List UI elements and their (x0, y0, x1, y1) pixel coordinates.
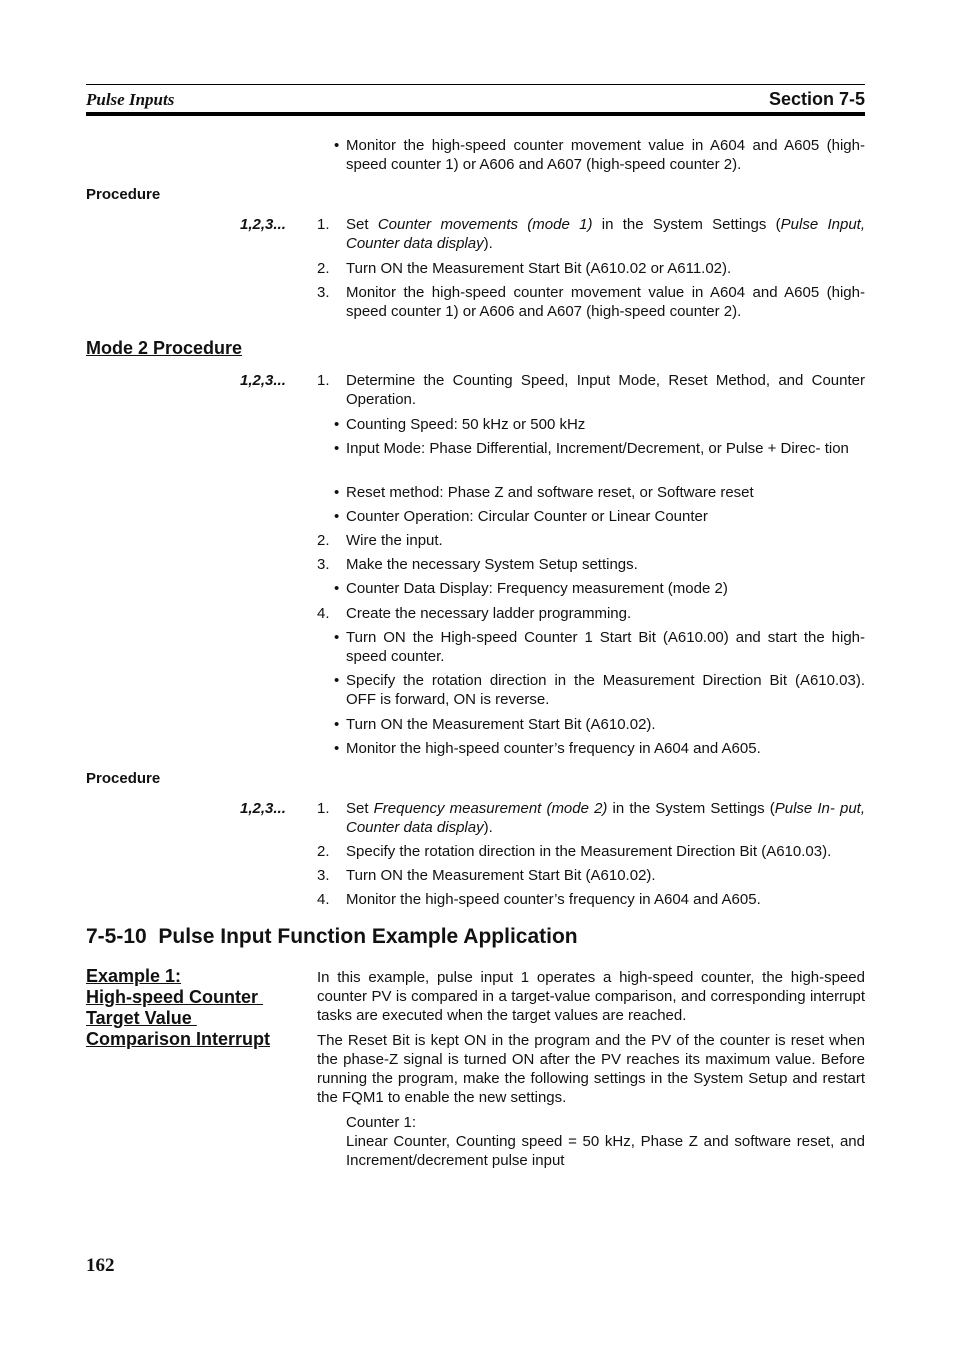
step-number: 3. (317, 284, 330, 301)
bullet-icon: • (334, 740, 340, 757)
step-text: Monitor the high-speed counter’s frequency in A604 and A605. (346, 891, 761, 908)
example-heading-line: High-speed Counter (86, 987, 264, 1007)
example-heading (86, 966, 306, 1050)
step-text: Set Counter movements (mode 1) in the System Settings (Pulse Input, Counter data display). (346, 216, 866, 252)
bullet-icon: • (334, 716, 340, 733)
bullet-icon: • (334, 484, 340, 501)
step-text: Create the necessary ladder programming. (346, 605, 632, 622)
bullet-icon: • (334, 672, 340, 689)
step-text: Turn ON the Measurement Start Bit (A610.02). (346, 867, 656, 884)
step-text: Turn ON the Measurement Start Bit (A610.02 or A611.02). (346, 260, 732, 277)
bullet-text: Counting Speed: 50 kHz or 500 kHz (346, 416, 586, 433)
step-text: Make the necessary System Setup settings. (346, 556, 638, 573)
example-heading-line: Example 1: (86, 966, 182, 986)
counter-settings: Linear Counter, Counting speed = 50 kHz, Phase Z and software reset, and Increment/decrement pulse input (346, 1133, 865, 1169)
bullet-text: Input Mode: Phase Differential, Increment/Decrement, or Pulse + Direc- tion (346, 440, 849, 457)
step-number: 1. (317, 372, 330, 389)
step-number: 4. (317, 605, 330, 622)
bullet-text: Specify the rotation direction in the Measurement Direction Bit (A610.03). OFF is forward, ON is reverse. (346, 672, 865, 708)
bullet-text: Monitor the high-speed counter movement value in A604 and A605 (high-speed counter 1) or A606 and A607 (high-speed counter 2). (346, 137, 865, 173)
step-number: 3. (317, 867, 330, 884)
bullet-text: Turn ON the High-speed Counter 1 Start Bit (A610.00) and start the high-speed counter. (346, 629, 865, 665)
header-section-label: Section 7-5 (768, 89, 865, 109)
step-marker: 1,2,3... (240, 372, 286, 389)
step-number: 3. (317, 556, 330, 573)
step-number: 4. (317, 891, 330, 908)
example-heading-line: Comparison Interrupt (86, 1029, 271, 1049)
bullet-text: Turn ON the Measurement Start Bit (A610.02). (346, 716, 656, 733)
bullet-text: Counter Data Display: Frequency measurement (mode 2) (346, 580, 728, 597)
bullet-icon: • (334, 137, 340, 154)
step-text: Specify the rotation direction in the Measurement Direction Bit (A610.03). (346, 843, 832, 860)
procedure-heading: Procedure (86, 186, 161, 203)
step-number: 2. (317, 843, 330, 860)
step-marker: 1,2,3... (240, 216, 286, 233)
bullet-text: Reset method: Phase Z and software reset, or Software reset (346, 484, 754, 501)
bullet-icon: • (334, 440, 340, 457)
bullet-icon: • (334, 580, 340, 597)
step-text: Monitor the high-speed counter movement value in A604 and A605 (high-speed counter 1) or A606 and A607 (high-speed counter 2). (346, 284, 865, 320)
counter-label: Counter 1: (346, 1114, 417, 1131)
example-paragraph: The Reset Bit is kept ON in the program and the PV of the counter is reset when the phase-Z signal is turned ON after the PV reaches its maximum value. Before running the program, make the following settings in the System Setup and restart the FQM1 to enable the new settings. (317, 1032, 865, 1106)
header-top-rule (86, 84, 865, 85)
bullet-icon: • (334, 629, 340, 646)
bullet-icon: • (334, 508, 340, 525)
mode2-heading: Mode 2 Procedure (86, 338, 243, 358)
step-number: 2. (317, 260, 330, 277)
step-text: Set Frequency measurement (mode 2) in the System Settings (Pulse In- put, Counter data display). (346, 800, 866, 836)
step-text: Wire the input. (346, 532, 443, 549)
page-number: 162 (86, 1255, 115, 1276)
header-bottom-rule (86, 112, 865, 116)
example-heading-line: Target Value (86, 1008, 197, 1028)
bullet-text: Monitor the high-speed counter’s frequency in A604 and A605. (346, 740, 761, 757)
step-marker: 1,2,3... (240, 800, 286, 817)
procedure-heading: Procedure (86, 770, 161, 787)
bullet-icon: • (334, 416, 340, 433)
step-number: 1. (317, 216, 330, 233)
header-chapter-title: Pulse Inputs (86, 90, 175, 109)
step-text: Determine the Counting Speed, Input Mode, Reset Method, and Counter Operation. (346, 372, 865, 408)
example-paragraph: In this example, pulse input 1 operates a high-speed counter, the high-speed counter PV is compared in a target-value comparison, and corresponding interrupt tasks are executed when the target values are reached. (317, 969, 865, 1024)
bullet-text: Counter Operation: Circular Counter or Linear Counter (346, 508, 708, 525)
section-title: 7-5-10 Pulse Input Function Example Application (86, 925, 578, 948)
step-number: 1. (317, 800, 330, 817)
step-number: 2. (317, 532, 330, 549)
